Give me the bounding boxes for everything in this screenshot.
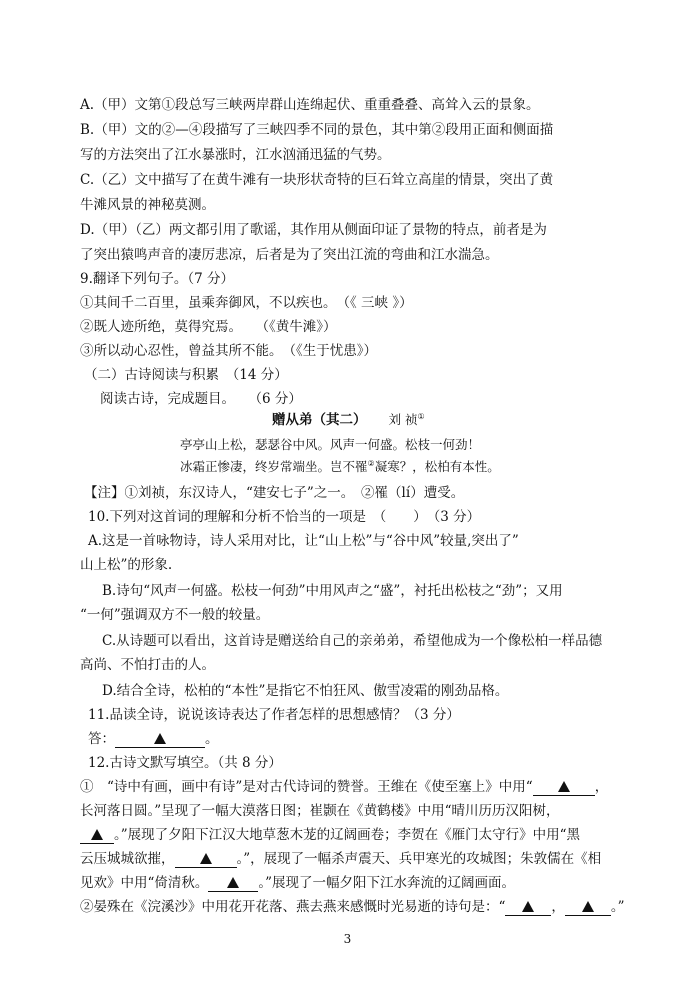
question-9-sentence-3: ③所以动心忍性，曾益其所不能。 （《生于忧患》） xyxy=(80,343,377,359)
poem-line-2-part-a: 冰霜正惨凄，终岁常端坐。岂不罹 xyxy=(180,459,368,474)
triangle-icon xyxy=(582,901,594,912)
option-8c-line1: C.（乙）文中描写了在黄牛滩有一块形状奇特的巨石耸立高崖的情景，突出了黄 xyxy=(80,172,554,188)
question-11-answer-line xyxy=(88,730,219,748)
question-10-heading: 10.下列对这首词的理解和分析不恰当的一项是 （ ） （3 分） xyxy=(88,509,481,525)
question-12-heading: 12.古诗文默写填空。（共 8 分） xyxy=(88,755,282,771)
q12-line5-end: 。”展现了一幅夕阳下江水奔流的辽阔画面。 xyxy=(258,875,516,891)
option-8b-line2: 写的方法突出了江水暴涨时，江水汹涌迅猛的气势。 xyxy=(80,147,391,163)
option-10b-line1: B.诗句“风声一何盛。松枝一何劲”中用风声之“盛”，衬托出松枝之“劲”；又用 xyxy=(102,583,563,599)
section-2-instruction: 阅读古诗，完成题目。 （6 分） xyxy=(100,391,302,407)
answer-end: 。 xyxy=(205,731,219,747)
option-10c-line2: 高尚、不怕打击的人。 xyxy=(80,657,215,673)
option-10b-line2: “一何”强调双方不一般的较量。 xyxy=(80,607,270,623)
question-12-line-3 xyxy=(80,826,580,844)
question-12-line-1 xyxy=(80,778,608,796)
option-10d: D.结合全诗，松柏的“本性”是指它不怕狂风、傲雪凌霜的刚劲品格。 xyxy=(102,683,509,699)
poem-note: 【注】①刘祯，东汉诗人，“建安七子”之一。 ②罹（lí）遭受。 xyxy=(84,485,465,501)
poem-author-note-mark: ① xyxy=(417,411,425,421)
q12-line6-text: ②晏殊在《浣溪沙》中用花开花落、燕去燕来感慨时光易逝的诗句是：“ xyxy=(80,899,506,915)
question-9-sentence-2: ②既人迹所绝，莫得究焉。 （《黄牛滩》） xyxy=(80,319,337,335)
option-10a-line1: A.这是一首咏物诗，诗人采用对比，让“山上松”与“谷中风”较量,突出了” xyxy=(88,533,519,549)
q12-line3-text: 。”展现了夕阳下江汉大地草葱木茏的辽阔画卷；李贺在《雁门太守行》中用“黑 xyxy=(114,827,581,843)
page-number: 3 xyxy=(343,932,352,946)
option-10a-line2: 山上松”的形象. xyxy=(80,557,173,573)
answer-blank[interactable] xyxy=(115,732,205,748)
poem-line-2 xyxy=(180,458,500,476)
poem-author-name: 刘 祯 xyxy=(388,412,418,427)
fill-blank-6[interactable] xyxy=(565,900,611,916)
triangle-icon xyxy=(200,853,212,864)
fill-blank-3[interactable] xyxy=(175,852,237,868)
q12-line4-text: 云压城城欲摧， xyxy=(80,851,175,867)
poem-line-1: 亭亭山上松，瑟瑟谷中风。风声一何盛。松枝一何劲！ xyxy=(180,437,481,452)
triangle-icon xyxy=(154,733,166,744)
triangle-icon xyxy=(227,877,239,888)
poem-line-2-note-mark: ② xyxy=(367,458,375,468)
question-9-sentence-1: ①其间千二百里，虽乘奔御风，不以疾也。 （《 三峡 》） xyxy=(80,295,413,311)
q12-line5-text: 见欢》中用“倚清秋。 xyxy=(80,875,209,891)
question-11-heading: 11.品读全诗，说说该诗表达了作者怎样的思想感情？（3 分） xyxy=(88,707,460,723)
poem-title-text: 赠从弟（其二） xyxy=(272,412,367,428)
q12-line1-end: ， xyxy=(594,779,609,795)
option-8d-line1: D.（甲）（乙）两文都引用了歌谣，其作用从侧面印证了景物的特点，前者是为 xyxy=(80,222,547,238)
poem-title xyxy=(272,411,425,429)
triangle-icon xyxy=(91,829,103,840)
option-8b-line1: B.（甲）文的②—④段描写了三峡四季不同的景色，其中第②段用正面和侧面描 xyxy=(80,122,554,138)
option-10c-line1: C.从诗题可以看出，这首诗是赠送给自己的亲弟弟，希望他成为一个像松柏一样品德 xyxy=(102,633,603,649)
question-12-line-2: 长河落日圆。”呈现了一幅大漠落日图；崔颢在《黄鹤楼》中用“晴川历历汉阳树， xyxy=(80,803,560,819)
section-2-heading: （二）古诗阅读与积累 （14 分） xyxy=(84,367,288,383)
fill-blank-2[interactable] xyxy=(80,828,114,844)
option-8c-line2: 牛滩风景的神秘莫测。 xyxy=(80,197,215,213)
question-9-heading: 9.翻译下列句子。（7 分） xyxy=(80,271,235,287)
question-12-line-5 xyxy=(80,874,515,892)
q12-line4-end: 。”，展现了一幅杀声震天、兵甲寒光的攻城图；朱敦儒在《相 xyxy=(236,851,602,867)
fill-blank-4[interactable] xyxy=(208,876,258,892)
option-8d-line2: 了突出猿鸣声音的凄厉悲凉，后者是为了突出江流的弯曲和江水湍急。 xyxy=(80,247,499,263)
q12-line1-text: ① “诗中有画，画中有诗”是对古代诗词的赞誉。王维在《使至塞上》中用“ xyxy=(80,779,533,795)
q12-line6-end: 。” xyxy=(610,899,625,915)
option-8a: A.（甲）文第①段总写三峡两岸群山连绵起伏、重重叠叠、高耸入云的景象。 xyxy=(80,97,540,113)
poem-line-2-part-b: 凝寒？，松柏有本性。 xyxy=(374,459,500,474)
answer-label: 答： xyxy=(88,731,115,747)
triangle-icon xyxy=(558,781,570,792)
fill-blank-5[interactable] xyxy=(505,900,551,916)
fill-blank-1[interactable] xyxy=(533,780,595,796)
q12-line6-comma: ， xyxy=(551,899,565,915)
question-12-line-4 xyxy=(80,850,601,868)
poem-author xyxy=(389,412,425,427)
question-12-line-6 xyxy=(80,898,625,916)
triangle-icon xyxy=(522,901,534,912)
